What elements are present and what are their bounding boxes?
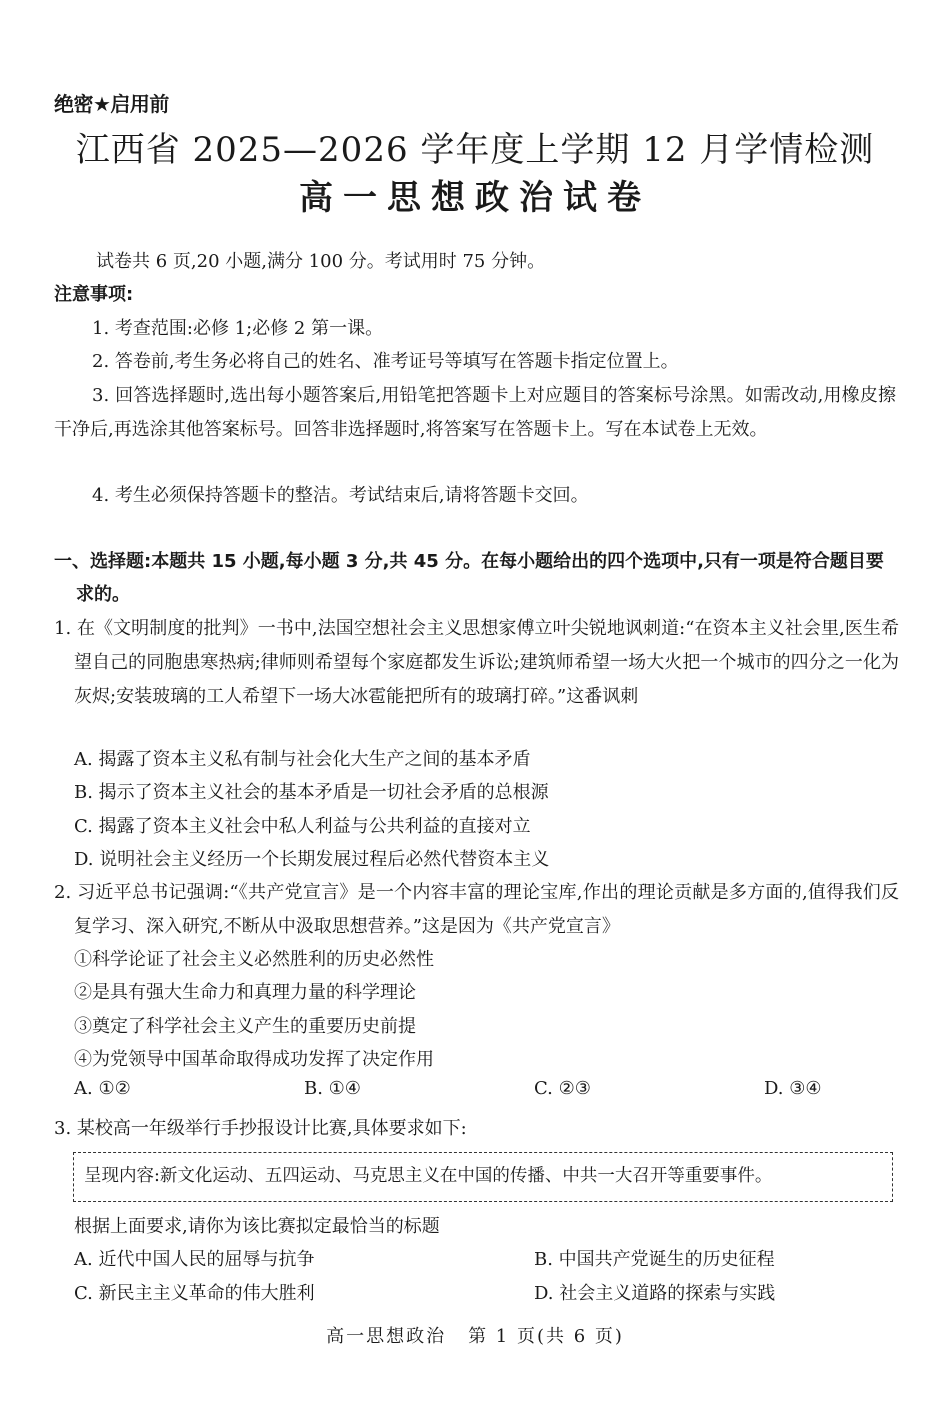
option-b: B. ①④ — [304, 1078, 361, 1099]
requirement-box: 呈现内容:新文化运动、五四运动、马克思主义在中国的传播、中共一大召开等重要事件。 — [73, 1152, 893, 1202]
option-d: D. 说明社会主义经历一个长期发展过程后必然代替资本主义 — [74, 849, 550, 870]
notice-heading: 注意事项: — [54, 284, 134, 305]
notice-item: 1. 考查范围:必修 1;必修 2 第一课。 — [92, 318, 384, 339]
question-3-stem: 3. 某校高一年级举行手抄报设计比赛,具体要求如下: — [54, 1118, 467, 1139]
section-heading: 一、选择题:本题共 15 小题,每小题 3 分,共 45 分。在每小题给出的四个选项中,只有一项是符合题目要求的。 — [54, 551, 884, 605]
question-3-prompt: 根据上面要求,请你为该比赛拟定最恰当的标题 — [74, 1216, 440, 1237]
option-b: B. 中国共产党诞生的历史征程 — [534, 1249, 775, 1270]
page-footer — [0, 1322, 950, 1348]
statement-4: ④为党领导中国革命取得成功发挥了决定作用 — [74, 1049, 434, 1070]
footer-page-number: 第 1 页(共 6 页) — [468, 1326, 624, 1347]
exam-title: 江西省 2025—2026 学年度上学期 12 月学情检测 — [75, 130, 875, 170]
confidential-label: 绝密★启用前 — [54, 92, 169, 116]
option-c: C. ②③ — [534, 1078, 591, 1099]
option-b: B. 揭示了资本主义社会的基本矛盾是一切社会矛盾的总根源 — [74, 782, 549, 803]
option-a: A. 近代中国人民的屈辱与抗争 — [74, 1249, 315, 1270]
statement-1: ①科学论证了社会主义必然胜利的历史必然性 — [74, 949, 434, 970]
question-1-stem: 1. 在《文明制度的批判》一书中,法国空想社会主义思想家傅立叶尖锐地讽刺道:“在资本主义社会里,医生希望自己的同胞患寒热病;律师则希望每个家庭都发生诉讼;建筑师希望一场大火把一个城市的四分之一化为灰烬;安装玻璃的工人希望下一场大冰雹能把所有的玻璃打碎。”这番讽刺 — [54, 618, 899, 707]
option-c: C. 新民主主义革命的伟大胜利 — [74, 1283, 315, 1304]
footer-subject: 高一思想政治 — [326, 1326, 447, 1347]
notice-item: 2. 答卷前,考生务必将自己的姓名、准考证号等填写在答题卡指定位置上。 — [92, 351, 679, 372]
option-d: D. ③④ — [764, 1078, 822, 1099]
notice-item: 3. 回答选择题时,选出每小题答案后,用铅笔把答题卡上对应题目的答案标号涂黑。如需改动,用橡皮擦干净后,再选涂其他答案标号。回答非选择题时,将答案写在答题卡上。写在本试卷上无效。 — [54, 385, 896, 440]
statement-3: ③奠定了科学社会主义产生的重要历史前提 — [74, 1016, 416, 1037]
notice-item: 4. 考生必须保持答题卡的整洁。考试结束后,请将答题卡交回。 — [92, 485, 589, 506]
option-a: A. ①② — [74, 1078, 131, 1099]
option-a: A. 揭露了资本主义私有制与社会化大生产之间的基本矛盾 — [74, 749, 531, 770]
question-2-stem: 2. 习近平总书记强调:“《共产党宣言》是一个内容丰富的理论宝库,作出的理论贡献是多方面的,值得我们反复学习、深入研究,不断从中汲取思想营养。”这是因为《共产党宣言》 — [54, 882, 899, 937]
option-c: C. 揭露了资本主义社会中私人利益与公共利益的直接对立 — [74, 816, 531, 837]
option-d: D. 社会主义道路的探索与实践 — [534, 1283, 776, 1304]
statement-2: ②是具有强大生命力和真理力量的科学理论 — [74, 982, 416, 1003]
exam-subtitle: 高一思想政治试卷 — [299, 178, 651, 218]
exam-intro: 试卷共 6 页,20 小题,满分 100 分。考试用时 75 分钟。 — [96, 251, 546, 272]
